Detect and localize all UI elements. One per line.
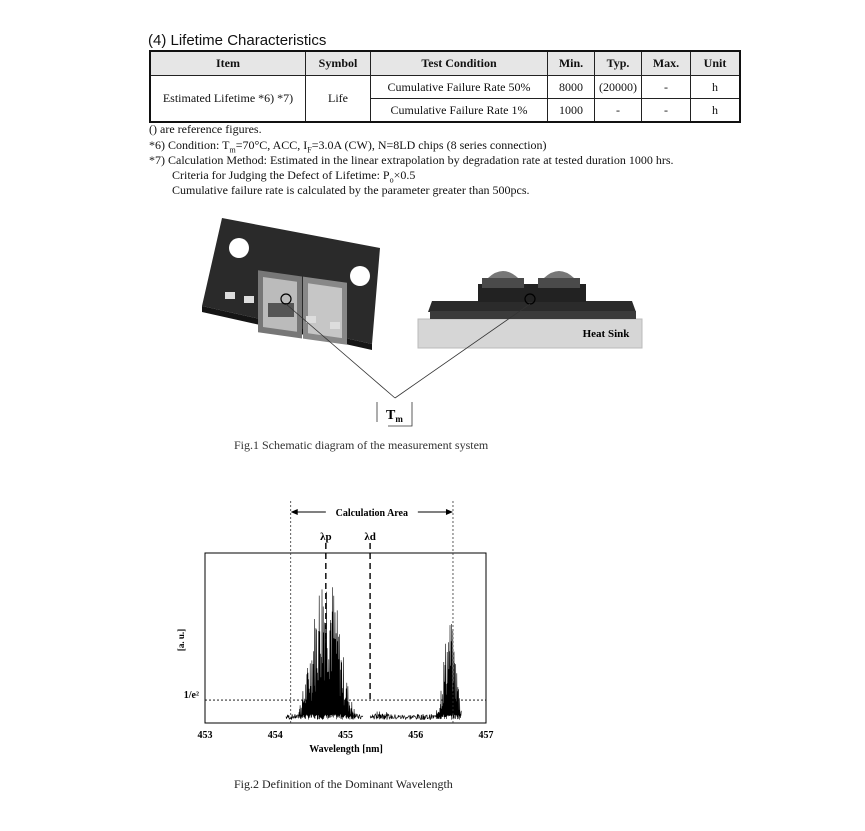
fig2-caption: Fig.2 Definition of the Dominant Wavelength [234,777,453,791]
x-tick-label: 455 [338,730,353,741]
x-tick-label: 456 [408,730,424,741]
cell-condition: Cumulative Failure Rate 50% [371,76,548,99]
header-test-condition: Test Condition [371,51,548,76]
table-row [150,76,740,99]
arrow-head-left [291,509,298,515]
note-reference: () are reference figures. [149,122,262,136]
side-view-image [418,271,642,348]
calc-area-label: Calculation Area [335,508,409,519]
cell-unit: h [691,76,741,99]
lifetime-table [149,50,741,123]
cell-condition: Cumulative Failure Rate 1% [371,99,548,123]
cell-item: Estimated Lifetime *6) *7) [150,76,306,123]
ld-module-image [202,218,380,350]
cell-max: - [642,76,691,99]
note-7: *7) Calculation Method: Estimated in the linear extrapolation by degradation rate at tested duration 1000 hrs. [149,153,674,167]
note-6 [149,138,547,154]
x-tick-label: 453 [197,730,213,741]
header-min: Min. [548,51,595,76]
threshold-label: 1/e² [183,690,199,702]
fig1-diagram [0,200,865,460]
fig1-caption: Fig.1 Schematic diagram of the measurement system [234,438,489,452]
lambda-p-label: λp [320,531,332,543]
cell-min: 1000 [548,99,595,123]
cell-max: - [642,99,691,123]
lambda-d-label: λd [364,531,376,543]
fig2-chart [170,495,500,765]
cell-min: 8000 [548,76,595,99]
arrow-head-right [446,509,453,515]
header-item: Item [150,51,306,76]
heat-sink-label: Heat Sink [582,328,630,340]
x-tick-label: 454 [267,730,283,741]
header-unit: Unit [691,51,741,76]
cell-typ: - [595,99,642,123]
table-header-row [150,51,740,76]
note-6-sub-f: F [307,145,312,155]
note-7-cumulative: Cumulative failure rate is calculated by the parameter greater than 500pcs. [172,183,530,197]
note-6-mid: =70°C, ACC, I [235,138,308,152]
note-7-criteria-sub: o [389,175,394,185]
cell-unit: h [691,99,741,123]
header-max: Max. [642,51,691,76]
x-axis-ticks [198,730,494,741]
y-axis-label: [a. u.] [176,628,186,652]
section-title: (4) Lifetime Characteristics [148,32,327,49]
note-6-sub-m: m [229,145,236,155]
x-tick-label: 457 [478,730,494,741]
header-symbol: Symbol [306,51,371,76]
note-7-criteria-prefix: Criteria for Judging the Defect of Lifetime: P [172,168,390,182]
x-axis-label: Wavelength [nm] [309,744,383,755]
note-7-criteria-rest: ×0.5 [393,168,416,182]
note-6-rest: =3.0A (CW), N=8LD chips (8 series connection) [311,138,547,152]
cell-symbol: Life [306,76,371,123]
tm-label: $T_m$ [386,408,403,424]
cell-typ: (20000) [595,76,642,99]
note-6-prefix: *6) Condition: T [149,138,230,152]
note-7-criteria [172,168,415,184]
header-typ: Typ. [595,51,642,76]
